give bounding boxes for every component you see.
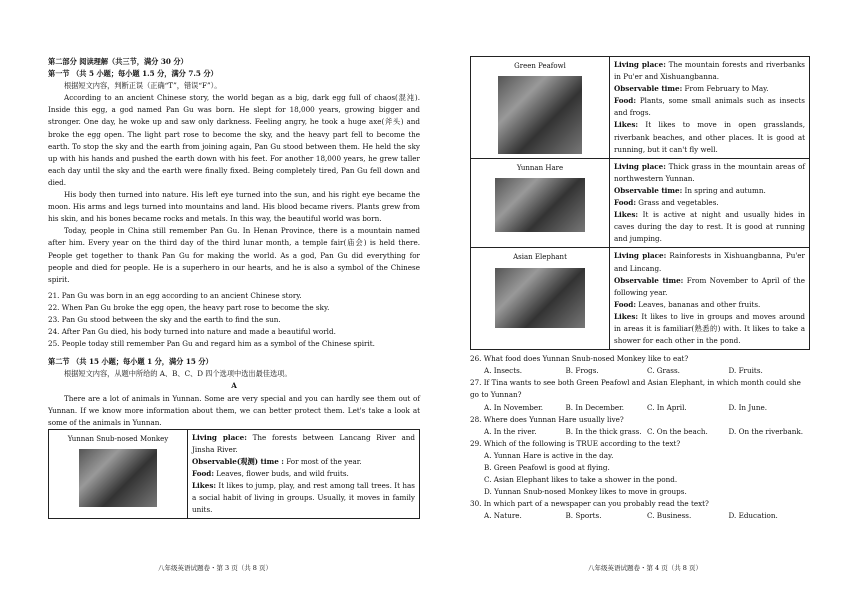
question-27 — [470, 377, 810, 413]
statement-21: 21. Pan Gu was born in an egg according to an ancient Chinese story. — [48, 290, 302, 300]
animals-table — [470, 56, 810, 350]
option-a: A. In the river. — [484, 426, 537, 436]
option-a: A. Insects. — [484, 366, 523, 376]
passage-paragraph-1: According to an ancient Chinese story, the world began as a big, dark egg full of chaos(混沌). Inside this egg, a god named Pan Gu was born. He slept for 18,000 years, growing bigger and stronger. One day, he woke up and saw only darkness. Feeling angry, he took a huge axe(斧头) and broke the egg open. The light part rose to become the sky, and the heavy part fell to become the earth. To stop the sky and the earth from joining again, Pan Gu stood between them. He held the sky up with his hands and pushed the earth down with his feet. For another 18,000 years, he grew taller each day until the sky and the earth were finally fixed. Being completely tired, Pan Gu fell down and died. — [48, 93, 420, 187]
question-options — [470, 510, 810, 522]
hare-photo — [495, 178, 585, 232]
passage-a-intro: There are a lot of animals in Yunnan. Some are very special and you can hardly see them out of Yunnan. If we know more information about them, we can better protect them. Let's take a look at some of the animals in Yunnan. — [48, 393, 420, 427]
animal-name: Asian Elephant — [513, 253, 567, 262]
option-c: C. In April. — [647, 402, 687, 412]
option-d: D. Fruits. — [728, 366, 763, 376]
passage-paragraph-2: His body then turned into nature. His left eye turned into the sun, and his right eye became the moon. His arms and legs turned into mountains and land. His blood became rivers. Plants grew from his skin, and his bones became rocks and metals. In this way, the beautiful world was born. — [48, 190, 420, 224]
option-d: D. Education. — [728, 511, 778, 521]
question-options — [470, 402, 810, 414]
hare-image-cell — [471, 158, 610, 248]
elephant-living-place: Living place: Rainforests in Xishuangbanna, Pu'er and Lincang. — [614, 251, 805, 273]
question-29 — [470, 438, 810, 498]
section2-instruction: 根据短文内容，从题中所给的 A、B、C、D 四个选项中选出最佳选项。 — [64, 369, 292, 379]
peafowl-photo — [498, 76, 582, 154]
section1-title: 第一节 （共 5 小题；每小题 1.5 分，满分 7.5 分） — [48, 69, 218, 79]
question-stem: 27. If Tina wants to see both Green Peafowl and Asian Elephant, in which month could she go to Yunnan? — [470, 378, 801, 400]
elephant-description — [610, 248, 810, 350]
question-stem: 29. Which of the following is TRUE according to the text? — [470, 438, 681, 448]
option-c: C. Asian Elephant likes to take a shower in the pond. — [484, 475, 678, 485]
monkey-table — [48, 429, 420, 520]
statement-22: 22. When Pan Gu broke the egg open, the heavy part rose to become the sky. — [48, 302, 330, 312]
passage-a-label: A — [231, 381, 237, 391]
monkey-observable-time: Observable(观测) time : For most of the year. — [192, 457, 362, 466]
statements — [48, 290, 420, 350]
question-stem: 30. In which part of a newspaper can you probably read the text? — [470, 499, 709, 509]
elephant-food: Food: Leaves, bananas and other fruits. — [614, 299, 761, 309]
question-options — [470, 426, 810, 438]
option-a: A. In November. — [484, 402, 544, 412]
passage-paragraph-3: Today, people in China still remember Pan Gu. In Henan Province, there is a mountain named after him. Every year on the third day of the third lunar month, a temple fair(庙会) is held there. People get together to thank Pan Gu for making the world. As a god, Pan Gu did everything for people and died for people. He is a superhero in our hearts, and he is also a symbol of the Chinese spirit. — [48, 226, 420, 284]
page-footer: 八年级英语试题卷・第 4 页（共 8 页） — [587, 564, 703, 572]
monkey-food: Food: Leaves, flower buds, and wild fruits. — [192, 469, 349, 479]
statement-23: 23. Pan Gu stood between the sky and the earth to find the sun. — [48, 314, 281, 324]
question-options — [470, 450, 810, 498]
elephant-photo — [495, 268, 585, 328]
statement-25: 25. People today still remember Pan Gu and regard him as a symbol of the Chinese spirit. — [48, 339, 375, 349]
peafowl-observable-time: Observable time: From February to May. — [614, 84, 769, 94]
option-c: C. Business. — [647, 511, 692, 521]
elephant-row — [471, 248, 810, 350]
option-d: D. In June. — [728, 402, 768, 412]
option-d: D. Yunnan Snub-nosed Monkey likes to move in groups. — [484, 487, 687, 497]
elephant-likes: Likes: It likes to live in groups and moves around in areas it is familiar(熟悉的) with. It likes to take a shower for each other in the pond. — [614, 311, 805, 346]
monkey-likes: Likes: It likes to jump, play, and rest among tall trees. It has a social habit of living in groups. Usually, it moves in family units. — [192, 481, 415, 515]
option-b: B. Frogs. — [565, 366, 599, 376]
animal-name: Yunnan Hare — [516, 163, 564, 172]
option-b: B. In the thick grass. — [565, 426, 642, 436]
peafowl-image-cell — [471, 57, 610, 159]
question-30 — [470, 498, 810, 522]
page-footer: 八年级英语试题卷・第 3 页（共 8 页） — [157, 564, 273, 572]
peafowl-description — [610, 57, 810, 159]
hare-observable-time: Observable time: In spring and autumn. — [614, 185, 766, 195]
animal-name: Green Peafowl — [514, 62, 566, 70]
elephant-observable-time: Observable time: From November to April of the following year. — [614, 275, 806, 297]
option-a: A. Nature. — [484, 511, 522, 521]
option-d: D. On the riverbank. — [728, 426, 804, 436]
elephant-image-cell — [471, 248, 610, 350]
monkey-living-place: Living place: The forests between Lancang River and Jinsha River. — [192, 432, 415, 454]
questions — [470, 353, 810, 522]
option-c: C. Grass. — [647, 366, 680, 376]
hare-likes: Likes: It is active at night and usually hides in caves during the day to rest. It is good at running and jumping. — [614, 210, 805, 244]
question-stem: 26. What food does Yunnan Snub-nosed Monkey like to eat? — [470, 354, 689, 364]
right-page — [430, 0, 860, 608]
section2-title: 第二节 （共 15 小题；每小题 1 分，满分 15 分） — [48, 357, 213, 367]
statement-24: 24. After Pan Gu died, his body turned into nature and made a beautiful world. — [48, 327, 336, 337]
section1-instruction: 根据短文内容，判断正误（正确“T”，错误“F”）。 — [64, 81, 222, 91]
peafowl-likes: Likes: It likes to move in open grasslands, riverbank beaches, and other places. It is good at running, but it can't fly well. — [614, 120, 805, 154]
animal-name: Yunnan Snub-nosed Monkey — [67, 434, 169, 443]
hare-row — [471, 158, 810, 248]
question-stem: 28. Where does Yunnan Hare usually live? — [470, 414, 624, 424]
option-b: B. Sports. — [565, 511, 602, 521]
option-a: A. Yunnan Hare is active in the day. — [484, 450, 614, 460]
hare-description — [610, 158, 810, 248]
peafowl-row — [471, 57, 810, 159]
passage — [48, 92, 420, 286]
monkey-image-cell — [49, 429, 188, 519]
option-b: B. In December. — [565, 402, 624, 412]
option-b: B. Green Peafowl is good at flying. — [484, 463, 610, 472]
option-c: C. On the beach. — [647, 426, 708, 436]
question-options — [470, 365, 810, 377]
monkey-photo — [79, 449, 157, 507]
peafowl-food: Food: Plants, some small animals such as insects and frogs. — [614, 96, 805, 118]
hare-living-place: Living place: Thick grass in the mountain areas of northwestern Yunnan. — [614, 161, 805, 183]
hare-food: Food: Grass and vegetables. — [614, 198, 719, 208]
peafowl-living-place: Living place: The mountain forests and riverbanks in Pu'er and Xishuangbanna. — [614, 60, 805, 82]
question-26 — [470, 353, 810, 377]
question-28 — [470, 414, 810, 438]
part-title: 第二部分 阅读理解（共三节，满分 30 分） — [48, 57, 188, 66]
monkey-description — [188, 429, 420, 519]
